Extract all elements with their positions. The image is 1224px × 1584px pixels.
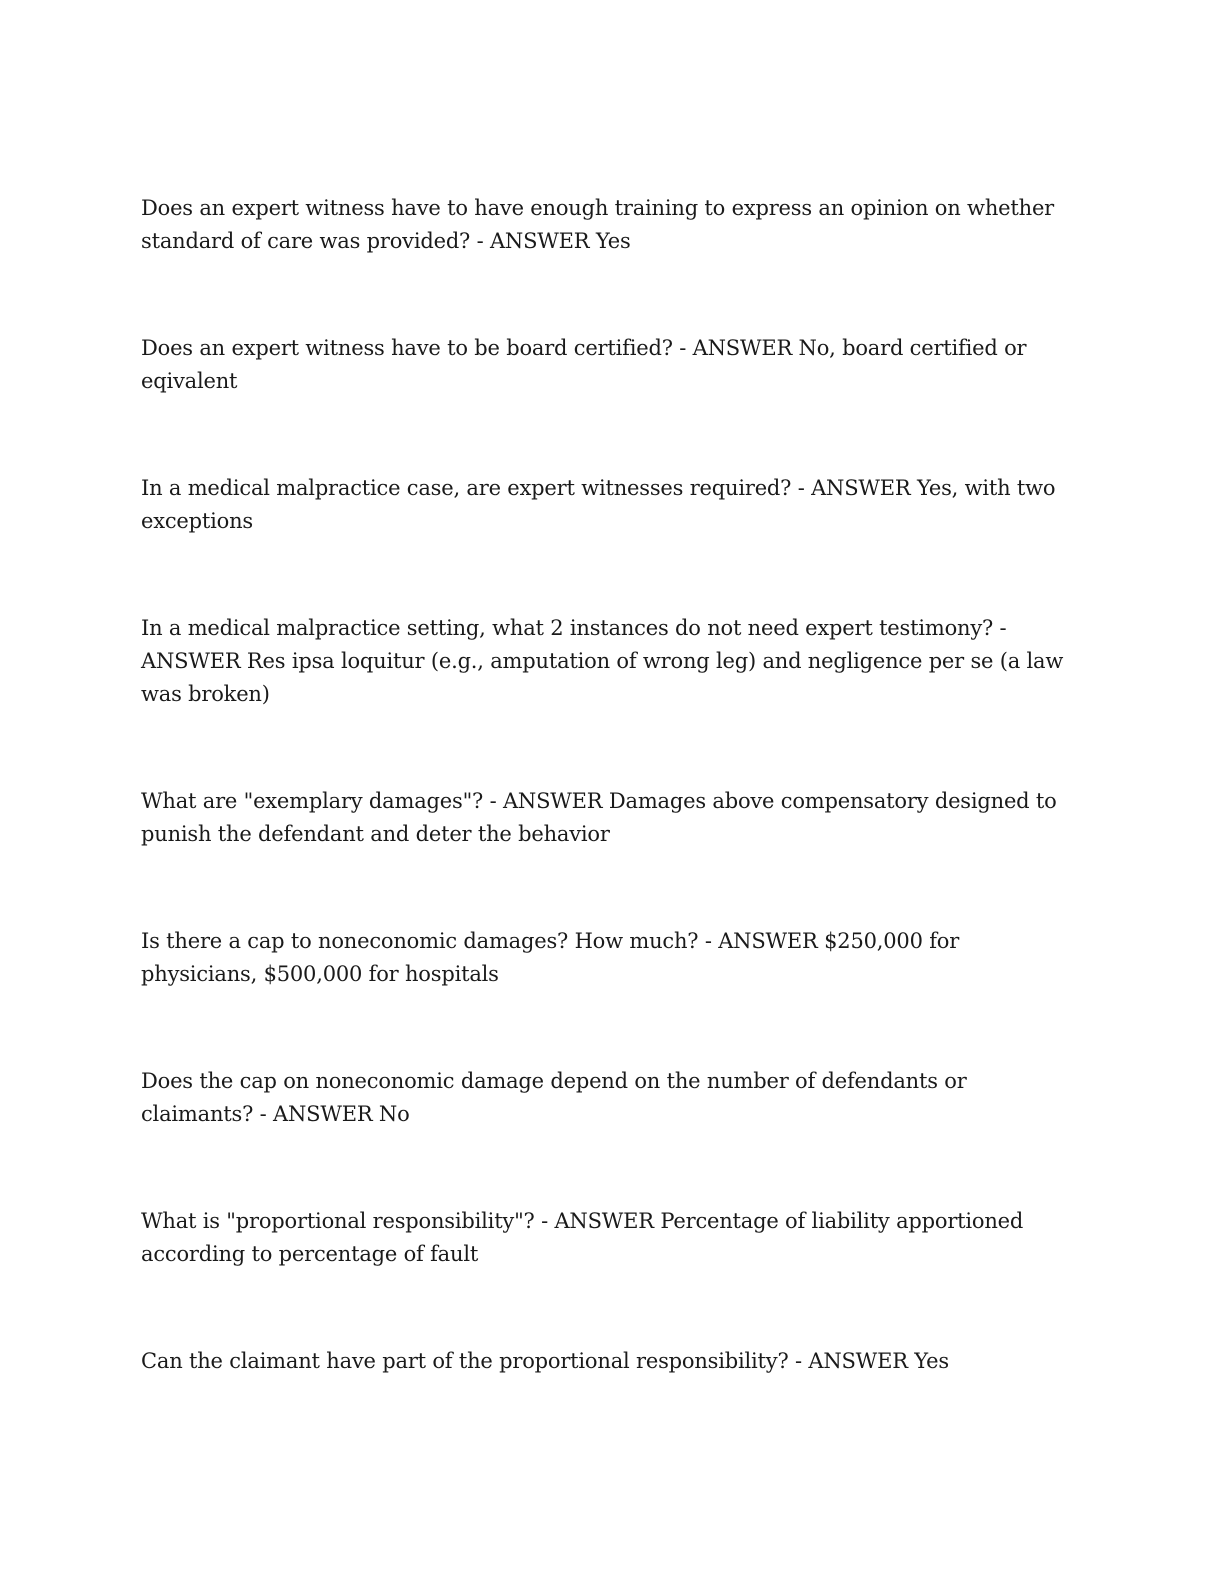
qa-item: In a medical malpractice setting, what 2 instances do not need expert testimony? - ANSWER Res ipsa loquitur (e.g., amputation of wrong leg) and negligence per se (a law was broken) (141, 616, 1064, 706)
qa-list (141, 192, 1081, 1452)
qa-item: In a medical malpractice case, are expert witnesses required? - ANSWER Yes, with two exceptions (141, 476, 1056, 533)
qa-item: What are "exemplary damages"? - ANSWER Damages above compensatory designed to punish the defendant and deter the behavior (141, 789, 1057, 846)
qa-item: Can the claimant have part of the proportional responsibility? - ANSWER Yes (141, 1349, 949, 1373)
qa-item: Does an expert witness have to be board certified? - ANSWER No, board certified or eqivalent (141, 336, 1027, 393)
qa-item: Is there a cap to noneconomic damages? How much? - ANSWER $250,000 for physicians, $500,000 for hospitals (141, 929, 960, 986)
qa-item: Does an expert witness have to have enough training to express an opinion on whether standard of care was provided? - ANSWER Yes (141, 196, 1055, 253)
qa-item: Does the cap on noneconomic damage depend on the number of defendants or claimants? - ANSWER No (141, 1069, 967, 1126)
qa-item: What is "proportional responsibility"? - ANSWER Percentage of liability apportioned according to percentage of fault (141, 1209, 1024, 1266)
